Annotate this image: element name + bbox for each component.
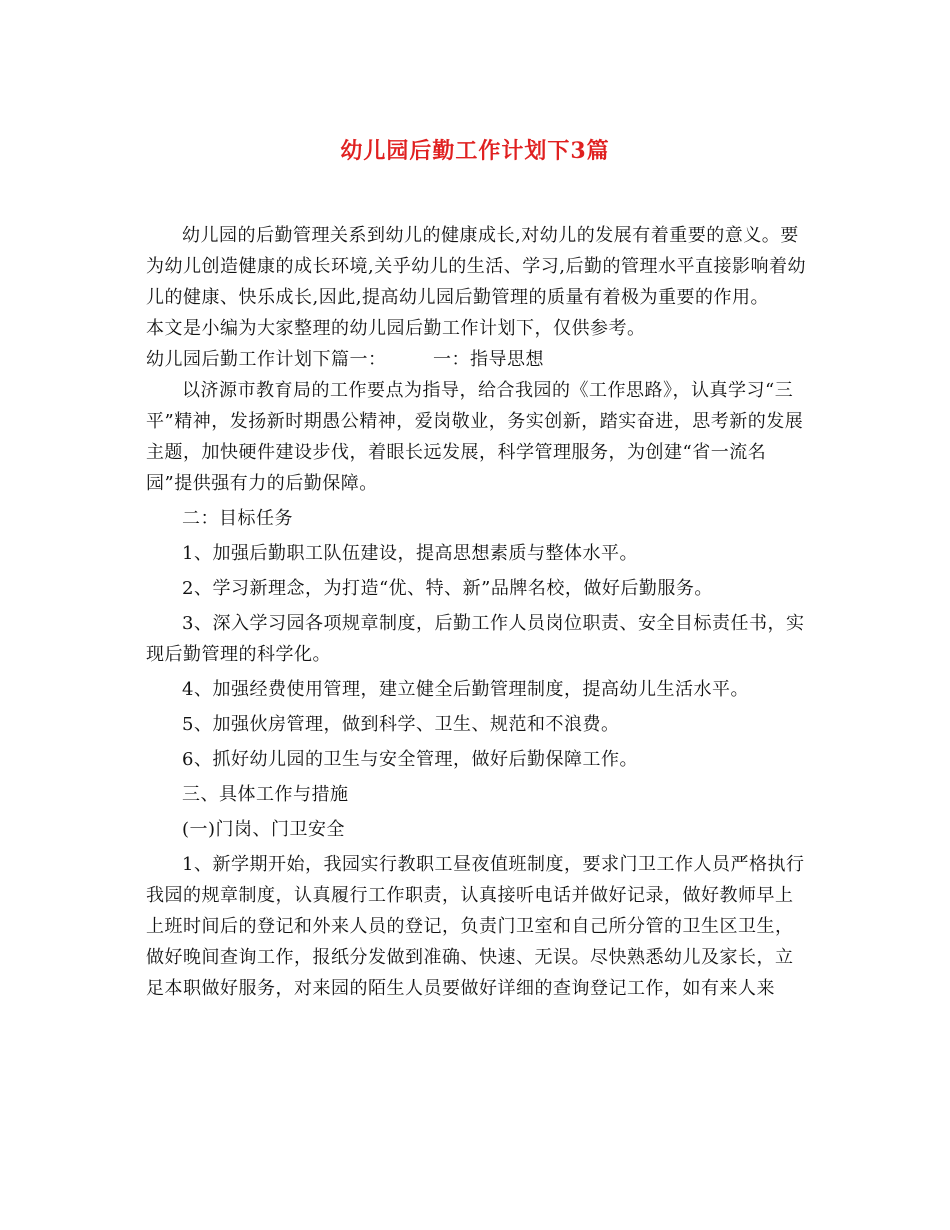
goal-item: 3、深入学习园各项规章制度，后勤工作人员岗位职责、安全目标责任书，实现后勤管理的科学化。: [146, 613, 805, 665]
document-title: 幼儿园后勤工作计划下3篇: [340, 138, 610, 164]
section-heading-part-one: 幼儿园后勤工作计划下篇一： 一：指导思想: [146, 349, 544, 370]
subsection-heading-gate-security: (一)门岗、门卫安全: [182, 819, 346, 840]
guiding-ideology-paragraph: 以济源市教育局的工作要点为指导，给合我园的《工作思路》，认真学习“三平”精神，发扬新时期愚公精神，爱岗敬业，务实创新，踏实奋进，思考新的发展主题，加快硬件建设步伐，着眼长远发展，科学管理服务，为创建“省一流名园”提供强有力的后勤保障。: [146, 380, 804, 494]
document-body: [146, 220, 810, 1004]
goal-item: 1、加强后勤职工队伍建设，提高思想素质与整体水平。: [182, 543, 638, 564]
intro-paragraph: 幼儿园的后勤管理关系到幼儿的健康成长,对幼儿的发展有着重要的意义。要为幼儿创造健康的成长环境,关乎幼儿的生活、学习,后勤的管理水平直接影响着幼儿的健康、快乐成长,因此,提高幼儿园后勤管理的质量有着极为重要的作用。: [146, 225, 806, 308]
gate-security-paragraph: 1、新学期开始，我园实行教职工昼夜值班制度，要求门卫工作人员严格执行我园的规章制度，认真履行工作职责，认真接听电话并做好记录，做好教师早上上班时间后的登记和外来人员的登记，负责门卫室和自己所分管的卫生区卫生，做好晚间查询工作，报纸分发做到准确、快速、无误。尽快熟悉幼儿及家长，立足本职做好服务，对来园的陌生人员要做好详细的查询登记工作，如有来人来: [146, 854, 805, 999]
goal-item: 2、学习新理念，为打造“优、特、新”品牌名校，做好后勤服务。: [182, 578, 713, 599]
goal-item: 6、抓好幼儿园的卫生与安全管理，做好后勤保障工作。: [182, 749, 638, 770]
goal-item: 5、加强伙房管理，做到科学、卫生、规范和不浪费。: [182, 714, 620, 735]
goal-item: 4、加强经费使用管理，建立健全后勤管理制度，提高幼儿生活水平。: [182, 679, 749, 700]
section-heading-goals: 二：目标任务: [182, 508, 293, 529]
section-heading-measures: 三、具体工作与措施: [182, 784, 349, 805]
intro-note: 本文是小编为大家整理的幼儿园后勤工作计划下，仅供参考。: [146, 318, 646, 339]
